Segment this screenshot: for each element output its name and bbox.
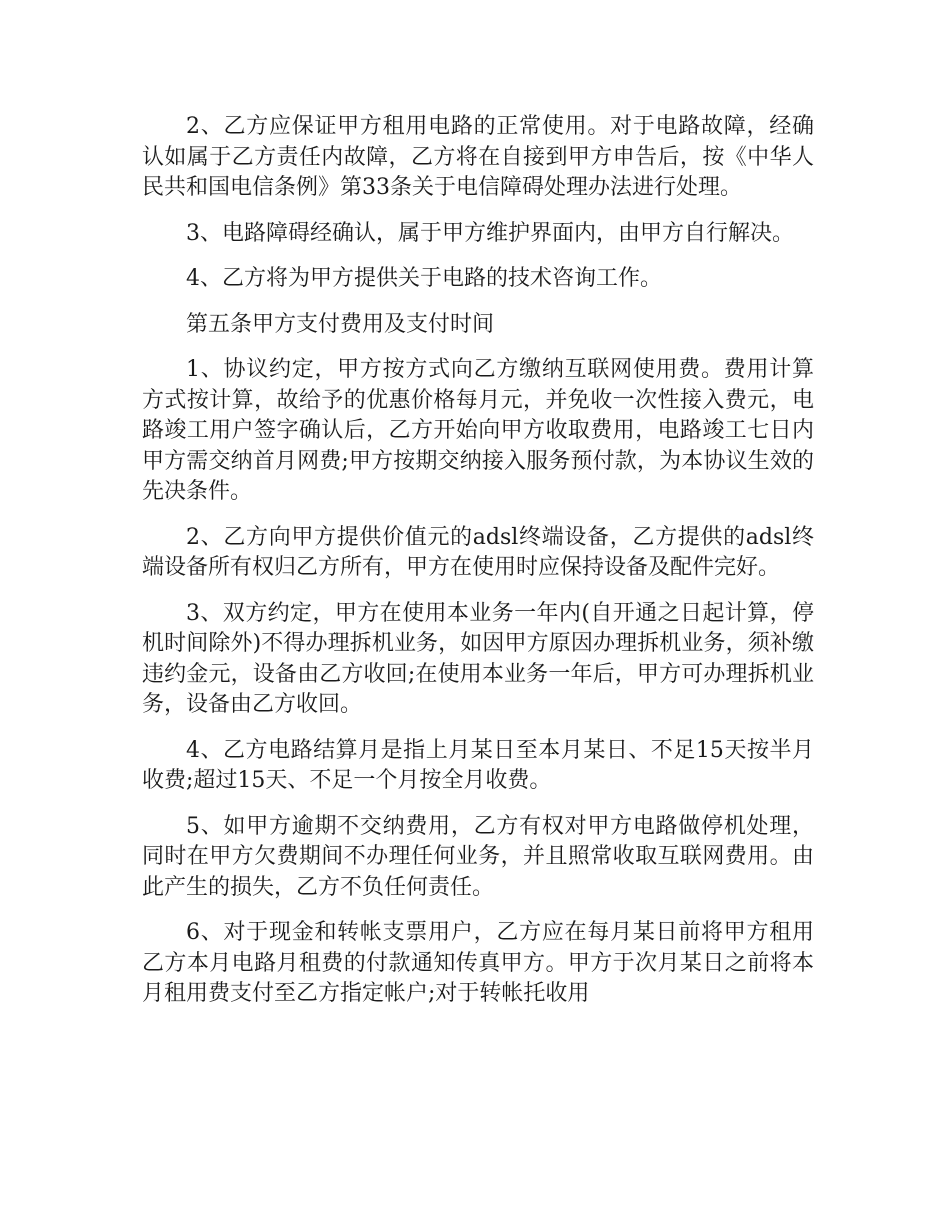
clause-2-fault-handling: 2、乙方应保证甲方租用电路的正常使用。对于电路故障，经确认如属于乙方责任内故障，乙方将在自接到甲方申告后，按《中华人民共和国电信条例》第33条关于电信障碍处理办法进行处理。 — [142, 114, 814, 200]
clause-3-party-a-maintenance: 3、电路障碍经确认，属于甲方维护界面内，由甲方自行解决。 — [186, 220, 794, 246]
clause-4-technical-consulting: 4、乙方将为甲方提供关于电路的技术咨询工作。 — [186, 266, 662, 291]
payment-clause-1-fees: 1、协议约定，甲方按方式向乙方缴纳互联网使用费。费用计算方式按计算，故给予的优惠价格每月元，并免收一次性接入费元，电路竣工用户签字确认后，乙方开始向甲方收取费用，电路竣工七日内甲方需交纳首月网费;甲方按期交纳接入服务预付款，为本协议生效的先决条件。 — [142, 357, 814, 504]
payment-clause-5-late-payment: 5、如甲方逾期不交纳费用，乙方有权对甲方电路做停机处理，同时在甲方欠费期间不办理任何业务，并且照常收取互联网费用。由此产生的损失，乙方不负任何责任。 — [142, 813, 814, 900]
article-5-heading: 第五条甲方支付费用及支付时间 — [186, 311, 495, 337]
payment-clause-2-equipment: 2、乙方向甲方提供价值元的adsl终端设备，乙方提供的adsl终端设备所有权归乙方所有，甲方在使用时应保持设备及配件完好。 — [142, 524, 814, 580]
payment-clause-4-billing-month: 4、乙方电路结算月是指上月某日至本月某日、不足15天按半月收费;超过15天、不足一个月按全月收费。 — [142, 737, 814, 793]
payment-clause-6-payment-method: 6、对于现金和转帐支票用户，乙方应在每月某日前将甲方租用乙方本月电路月租费的付款通知传真甲方。甲方于次月某日之前将本月租用费支付至乙方指定帐户;对于转帐托收用 — [142, 920, 814, 1006]
document-page — [142, 112, 814, 1025]
payment-clause-3-termination: 3、双方约定，甲方在使用本业务一年内(自开通之日起计算，停机时间除外)不得办理拆机业务，如因甲方原因办理拆机业务，须补缴违约金元，设备由乙方收回;在使用本业务一年后，甲方可办理拆机业务，设备由乙方收回。 — [142, 600, 814, 717]
